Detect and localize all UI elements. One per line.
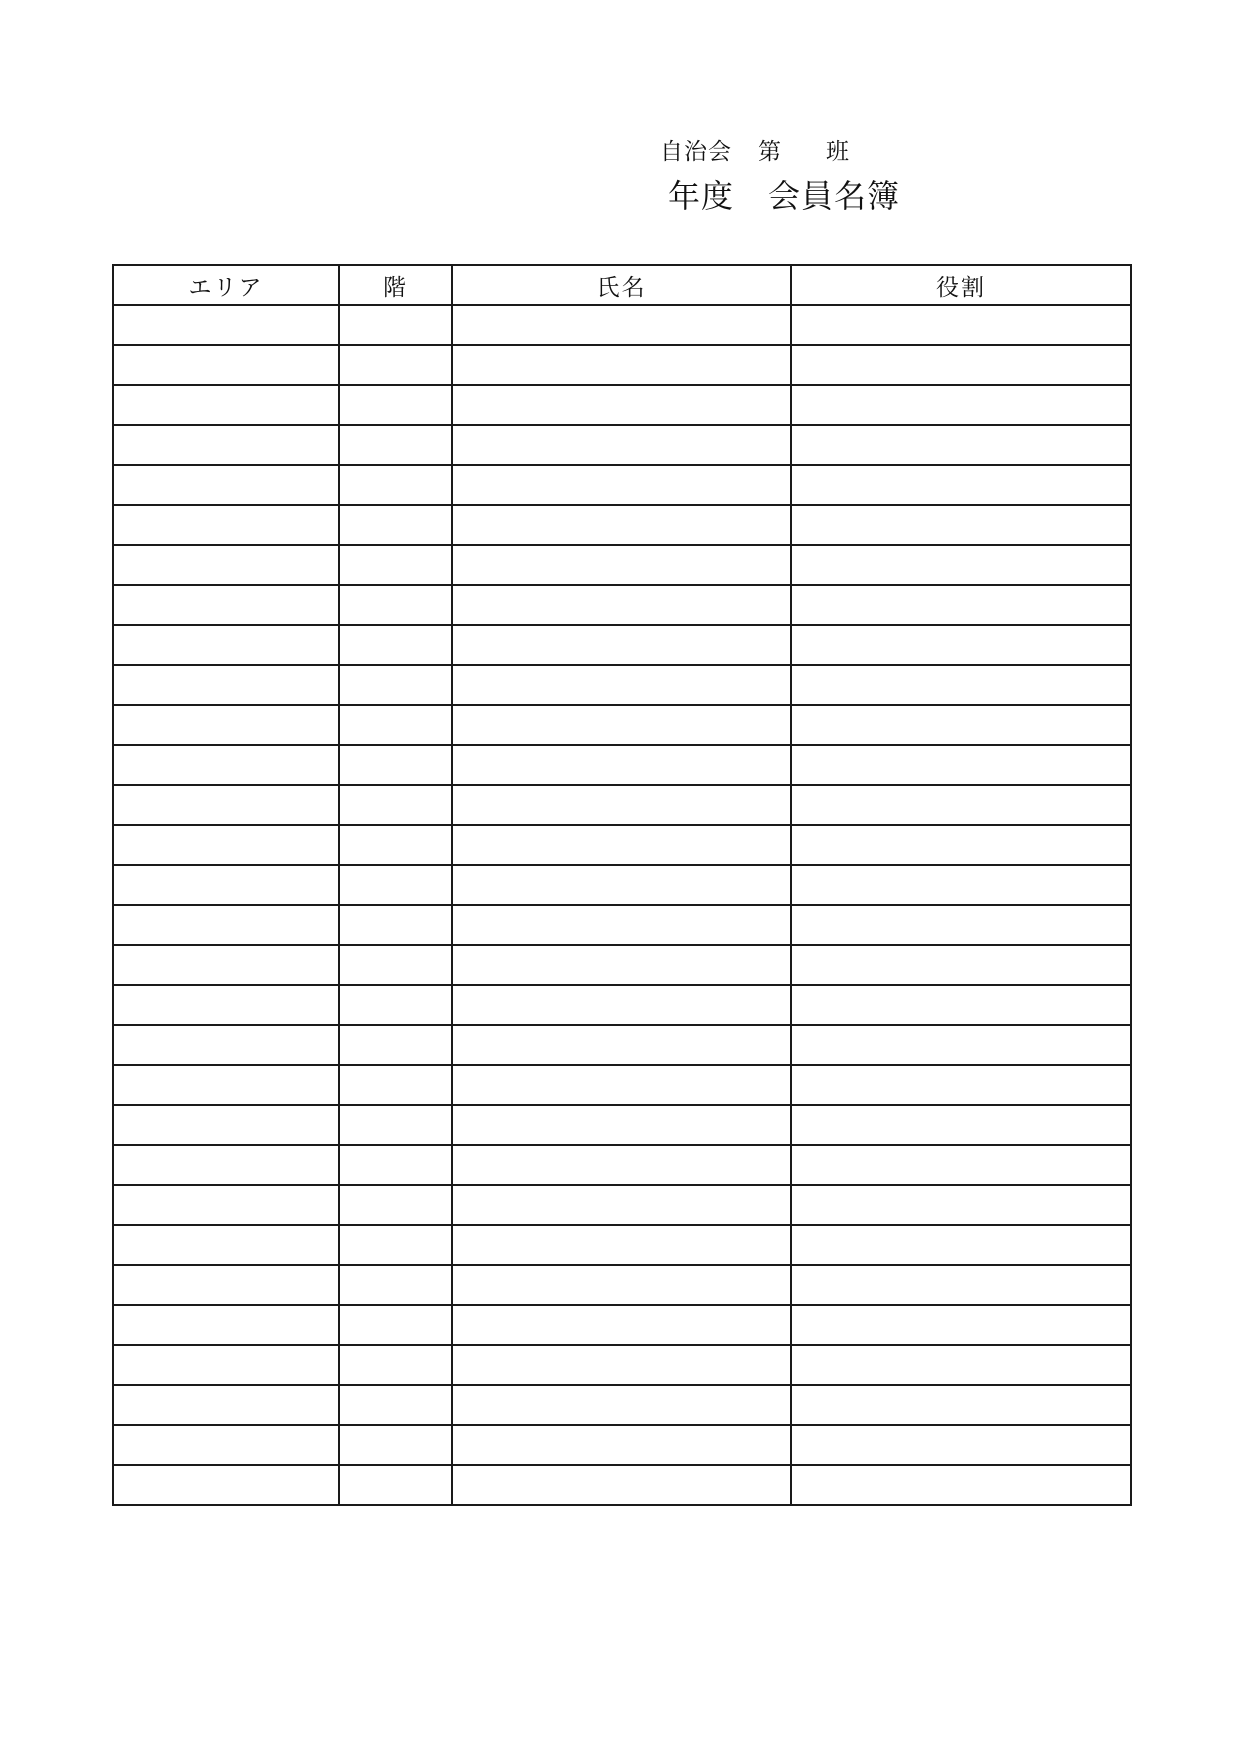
cell-floor [339, 1185, 452, 1225]
cell-name [452, 345, 791, 385]
table-row [113, 1185, 1131, 1225]
association-label: 自治会 [660, 139, 732, 165]
cell-floor [339, 1105, 452, 1145]
cell-area [113, 385, 339, 425]
cell-role [791, 945, 1131, 985]
cell-role [791, 1265, 1131, 1305]
cell-area [113, 1305, 339, 1345]
cell-role [791, 385, 1131, 425]
table-row [113, 585, 1131, 625]
cell-name [452, 1385, 791, 1425]
cell-name [452, 585, 791, 625]
table-row [113, 985, 1131, 1025]
cell-role [791, 345, 1131, 385]
cell-area [113, 665, 339, 705]
cell-floor [339, 985, 452, 1025]
cell-floor [339, 505, 452, 545]
header-association-line [660, 137, 850, 167]
cell-area [113, 785, 339, 825]
table-header-row [113, 265, 1131, 305]
cell-name [452, 1225, 791, 1265]
cell-role [791, 425, 1131, 465]
cell-role [791, 1065, 1131, 1105]
cell-role [791, 1425, 1131, 1465]
cell-area [113, 585, 339, 625]
cell-role [791, 625, 1131, 665]
cell-role [791, 905, 1131, 945]
cell-role [791, 305, 1131, 345]
cell-floor [339, 345, 452, 385]
cell-floor [339, 905, 452, 945]
cell-floor [339, 1225, 452, 1265]
cell-area [113, 305, 339, 345]
cell-floor [339, 385, 452, 425]
cell-area [113, 705, 339, 745]
column-header-role: 役割 [791, 265, 1131, 305]
cell-floor [339, 665, 452, 705]
cell-name [452, 785, 791, 825]
cell-name [452, 825, 791, 865]
cell-role [791, 1105, 1131, 1145]
cell-name [452, 545, 791, 585]
cell-area [113, 905, 339, 945]
cell-floor [339, 425, 452, 465]
table-row [113, 465, 1131, 505]
cell-name [452, 1425, 791, 1465]
cell-name [452, 745, 791, 785]
table-row [113, 745, 1131, 785]
cell-name [452, 705, 791, 745]
cell-floor [339, 625, 452, 665]
cell-name [452, 1265, 791, 1305]
table-row [113, 1465, 1131, 1505]
table-row [113, 425, 1131, 465]
cell-name [452, 945, 791, 985]
cell-floor [339, 1465, 452, 1505]
table-row [113, 825, 1131, 865]
cell-floor [339, 1425, 452, 1465]
cell-role [791, 585, 1131, 625]
cell-floor [339, 305, 452, 345]
cell-name [452, 1065, 791, 1105]
cell-name [452, 1465, 791, 1505]
cell-area [113, 865, 339, 905]
table-row [113, 1025, 1131, 1065]
cell-floor [339, 545, 452, 585]
column-header-area: エリア [113, 265, 339, 305]
table-row [113, 1425, 1131, 1465]
cell-role [791, 1465, 1131, 1505]
cell-role [791, 1145, 1131, 1185]
table-row [113, 1225, 1131, 1265]
cell-floor [339, 865, 452, 905]
column-header-name: 氏名 [452, 265, 791, 305]
cell-name [452, 1025, 791, 1065]
cell-floor [339, 1305, 452, 1345]
cell-area [113, 745, 339, 785]
cell-area [113, 1025, 339, 1065]
cell-name [452, 1145, 791, 1185]
cell-floor [339, 1065, 452, 1105]
cell-area [113, 425, 339, 465]
table-row [113, 1305, 1131, 1345]
cell-area [113, 1345, 339, 1385]
cell-area [113, 625, 339, 665]
table-row [113, 625, 1131, 665]
cell-name [452, 1185, 791, 1225]
cell-floor [339, 705, 452, 745]
cell-area [113, 945, 339, 985]
table-row [113, 1385, 1131, 1425]
cell-area [113, 465, 339, 505]
cell-area [113, 1225, 339, 1265]
cell-role [791, 1025, 1131, 1065]
table-row [113, 345, 1131, 385]
cell-floor [339, 1265, 452, 1305]
document-title: 会員名簿 [768, 177, 901, 215]
cell-floor [339, 1345, 452, 1385]
table-row [113, 1065, 1131, 1105]
cell-name [452, 865, 791, 905]
column-header-floor: 階 [339, 265, 452, 305]
cell-floor [339, 945, 452, 985]
table-row [113, 665, 1131, 705]
cell-name [452, 465, 791, 505]
table-row [113, 545, 1131, 585]
cell-name [452, 1305, 791, 1345]
cell-area [113, 345, 339, 385]
cell-role [791, 825, 1131, 865]
cell-name [452, 905, 791, 945]
cell-name [452, 425, 791, 465]
cell-floor [339, 1145, 452, 1185]
table-body [113, 305, 1131, 1505]
table-row [113, 385, 1131, 425]
cell-name [452, 625, 791, 665]
member-roster-table [112, 264, 1132, 1506]
cell-name [452, 305, 791, 345]
cell-area [113, 985, 339, 1025]
cell-floor [339, 585, 452, 625]
cell-area [113, 1265, 339, 1305]
cell-name [452, 1345, 791, 1385]
cell-area [113, 1105, 339, 1145]
cell-name [452, 385, 791, 425]
cell-area [113, 1145, 339, 1185]
cell-floor [339, 785, 452, 825]
cell-area [113, 1185, 339, 1225]
group-suffix: 班 [826, 139, 850, 165]
cell-floor [339, 1385, 452, 1425]
table-row [113, 305, 1131, 345]
cell-role [791, 505, 1131, 545]
table-row [113, 785, 1131, 825]
cell-role [791, 545, 1131, 585]
cell-role [791, 985, 1131, 1025]
cell-role [791, 785, 1131, 825]
table-row [113, 705, 1131, 745]
cell-floor [339, 465, 452, 505]
cell-floor [339, 825, 452, 865]
year-label: 年度 [668, 177, 735, 215]
table-row [113, 1265, 1131, 1305]
cell-area [113, 1065, 339, 1105]
cell-role [791, 1305, 1131, 1345]
header-title-line [668, 176, 900, 216]
cell-role [791, 865, 1131, 905]
table-row [113, 1145, 1131, 1185]
cell-floor [339, 745, 452, 785]
cell-area [113, 1385, 339, 1425]
cell-role [791, 1225, 1131, 1265]
cell-role [791, 465, 1131, 505]
cell-area [113, 505, 339, 545]
cell-name [452, 665, 791, 705]
cell-name [452, 505, 791, 545]
table-row [113, 865, 1131, 905]
cell-role [791, 1345, 1131, 1385]
cell-name [452, 985, 791, 1025]
cell-area [113, 825, 339, 865]
table-row [113, 945, 1131, 985]
cell-role [791, 745, 1131, 785]
cell-floor [339, 1025, 452, 1065]
cell-area [113, 1465, 339, 1505]
table-row [113, 905, 1131, 945]
cell-role [791, 665, 1131, 705]
cell-role [791, 1385, 1131, 1425]
cell-area [113, 1425, 339, 1465]
table-row [113, 505, 1131, 545]
cell-role [791, 705, 1131, 745]
cell-name [452, 1105, 791, 1145]
group-prefix: 第 [758, 139, 782, 165]
table-row [113, 1105, 1131, 1145]
cell-area [113, 545, 339, 585]
table-row [113, 1345, 1131, 1385]
cell-role [791, 1185, 1131, 1225]
